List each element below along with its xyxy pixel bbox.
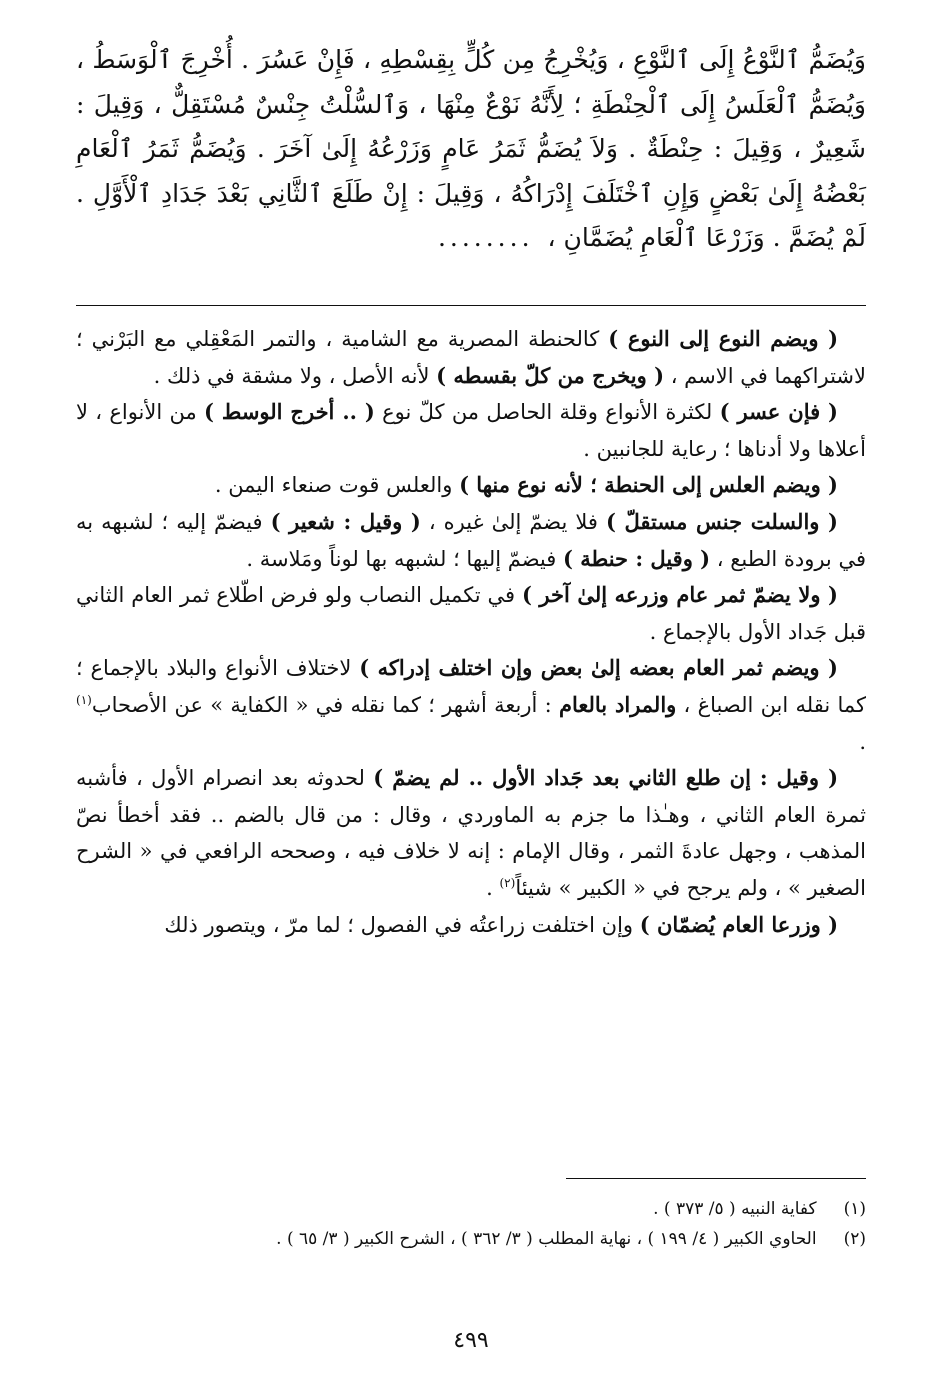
sharh-paragraph: [76, 650, 866, 760]
commentary-text: وإن اختلفت زراعتُه في الفصول ؛ لما مرّ ، ويتصور ذلك: [164, 912, 640, 937]
footnote-item: [76, 1194, 866, 1224]
commentary-text: في تكميل النصاب ولو فرض اطّلاع ثمر العام الثاني قبل جَداد الأول بالإجماع .: [76, 583, 866, 644]
sharh-commentary: [76, 321, 866, 943]
footnote-number: (٢): [843, 1229, 866, 1249]
quoted-matn: ( ولا يضمّ ثمر عام وزرعه إلىٰ آخر ): [521, 582, 838, 608]
commentary-text: كالحنطة المصرية مع الشامية ، والتمر المَعْقِلي مع البَرْني ؛ لاشتراكهما في الاسم ،: [76, 327, 866, 388]
matn-continuation-dots: ........: [437, 223, 534, 252]
quoted-matn: ( وقيل : شعير ): [270, 508, 421, 534]
commentary-text: : أربعة أشهر ؛ كما نقله في « الكفاية » عن الأصحاب: [91, 692, 559, 717]
footnote-reference: (٢): [499, 875, 516, 890]
commentary-text: .: [859, 729, 866, 754]
quoted-matn: ( وقيل : إن طلع الثاني بعد جَداد الأول .. لم يضمّ ): [373, 765, 838, 791]
quoted-matn: ( .. أخرج الوسط ): [204, 399, 375, 425]
quoted-matn: والمراد بالعام: [558, 691, 677, 717]
quoted-matn: ( ويضم ثمر العام بعضه إلىٰ بعض وإن اختلف إدراكه ): [359, 655, 838, 681]
footnote-text: كفاية النبيه ( ٥/ ٣٧٣ ) .: [653, 1199, 817, 1219]
commentary-text: فيضمّ إليه ؛ لشبهه به في برودة الطبع ،: [76, 509, 866, 571]
commentary-text: فيضمّ إليها ؛ لشبهه بها لوناً ومَلاسة .: [246, 546, 563, 571]
commentary-text: لاختلاف الأنواع والبلاد بالإجماع ؛ كما نقله ابن الصباغ ،: [76, 656, 866, 717]
footnote-separator-rule: [566, 1178, 866, 1179]
matn-separator-rule: [76, 305, 866, 306]
commentary-text: من الأنواع ، لا أعلاها ولا أدناها ؛ رعاية للجانبين .: [76, 400, 866, 461]
sharh-paragraph: [76, 321, 866, 394]
matn-body: وَيُضَمُّ ٱلنَّوْعُ إِلَى ٱلنَّوْعِ ، وَيُخْرِجُ مِن كُلٍّ بِقِسْطِهِ ، فَإِنْ عَسُرَ . أُخْرِجَ ٱلْوَسَطُ ، وَيُضَمُّ ٱلْعَلَسُ إِلَى ٱلْحِنْطَةِ ؛ لِأَنَّهُ نَوْعٌ مِنْهَا ، وَٱلسُّلْتُ جِنْسٌ مُسْتَقِلٌّ ، وَقِيلَ : شَعِيرٌ ، وَقِيلَ : حِنْطَةٌ . وَلاَ يُضَمُّ ثَمَرُ عَامٍ وَزَرْعُهُ إِلَىٰ آخَرَ . وَيُضَمُّ ثَمَرُ ٱلْعَامِ بَعْضُهُ إِلَىٰ بَعْضٍ وَإِنِ ٱخْتَلَفَ إِدْرَاكُهُ ، وَقِيلَ : إِنْ طَلَعَ ٱلثَّانِي بَعْدَ جَدَادِ ٱلْأَوَّلِ . لَمْ يُضَمَّ . وَزَرْعَا ٱلْعَامِ يُضَمَّانِ ،: [76, 45, 866, 252]
commentary-text: .: [486, 875, 500, 900]
commentary-text: لكثرة الأنواع وقلة الحاصل من كلّ نوع: [374, 400, 720, 425]
footnotes: [76, 1194, 866, 1254]
commentary-text: لحدوثه بعد انصرام الأول ، فأشبه ثمرة العام الثاني ، وهـٰذا ما جزم به الماوردي ، وقال : من قال بالضم .. فقد أخطأ نصّ المذهب ، وجهل عادةَ الثمر ، وقال الإمام : إنه لا خلاف فيه ، وصححه الرافعي في « الشرح الصغير » ، ولم يرجح في « الكبير » شيئاً: [76, 766, 866, 900]
commentary-text: لأنه الأصل ، ولا مشقة في ذلك .: [153, 363, 437, 388]
quoted-matn: ( والسلت جنس مستقلّ ): [605, 508, 838, 534]
page-number: ٤٩٩: [453, 1328, 489, 1353]
quoted-matn: ( ويخرج من كلّ بقسطه ): [436, 362, 665, 388]
commentary-text: والعلس قوت صنعاء اليمن .: [214, 473, 460, 498]
matn-text: [76, 38, 866, 261]
quoted-matn: ( وزرعا العام يُضمّان ): [639, 911, 838, 937]
footnote-item: [76, 1224, 866, 1254]
sharh-paragraph: [76, 467, 866, 504]
footnote-number: (١): [843, 1199, 866, 1219]
sharh-paragraph: [76, 394, 866, 467]
quoted-matn: ( وقيل : حنطة ): [562, 545, 711, 571]
quoted-matn: ( فإن عسر ): [719, 399, 838, 425]
quoted-matn: ( ويضم النوع إلى النوع ): [608, 326, 839, 351]
sharh-paragraph: [76, 504, 866, 577]
sharh-paragraph: [76, 760, 866, 906]
commentary-text: فلا يضمّ إلىٰ غيره ،: [420, 509, 606, 534]
book-page: [76, 38, 866, 1358]
footnote-reference: (١): [76, 692, 92, 707]
sharh-paragraph: [76, 577, 866, 650]
footnote-text: الحاوي الكبير ( ٤/ ١٩٩ ) ، نهاية المطلب ( ٣/ ٣٦٢ ) ، الشرح الكبير ( ٣/ ٦٥ ) .: [276, 1229, 817, 1249]
quoted-matn: ( ويضم العلس إلى الحنطة ؛ لأنه نوع منها ): [459, 472, 838, 498]
sharh-paragraph: [76, 907, 866, 944]
